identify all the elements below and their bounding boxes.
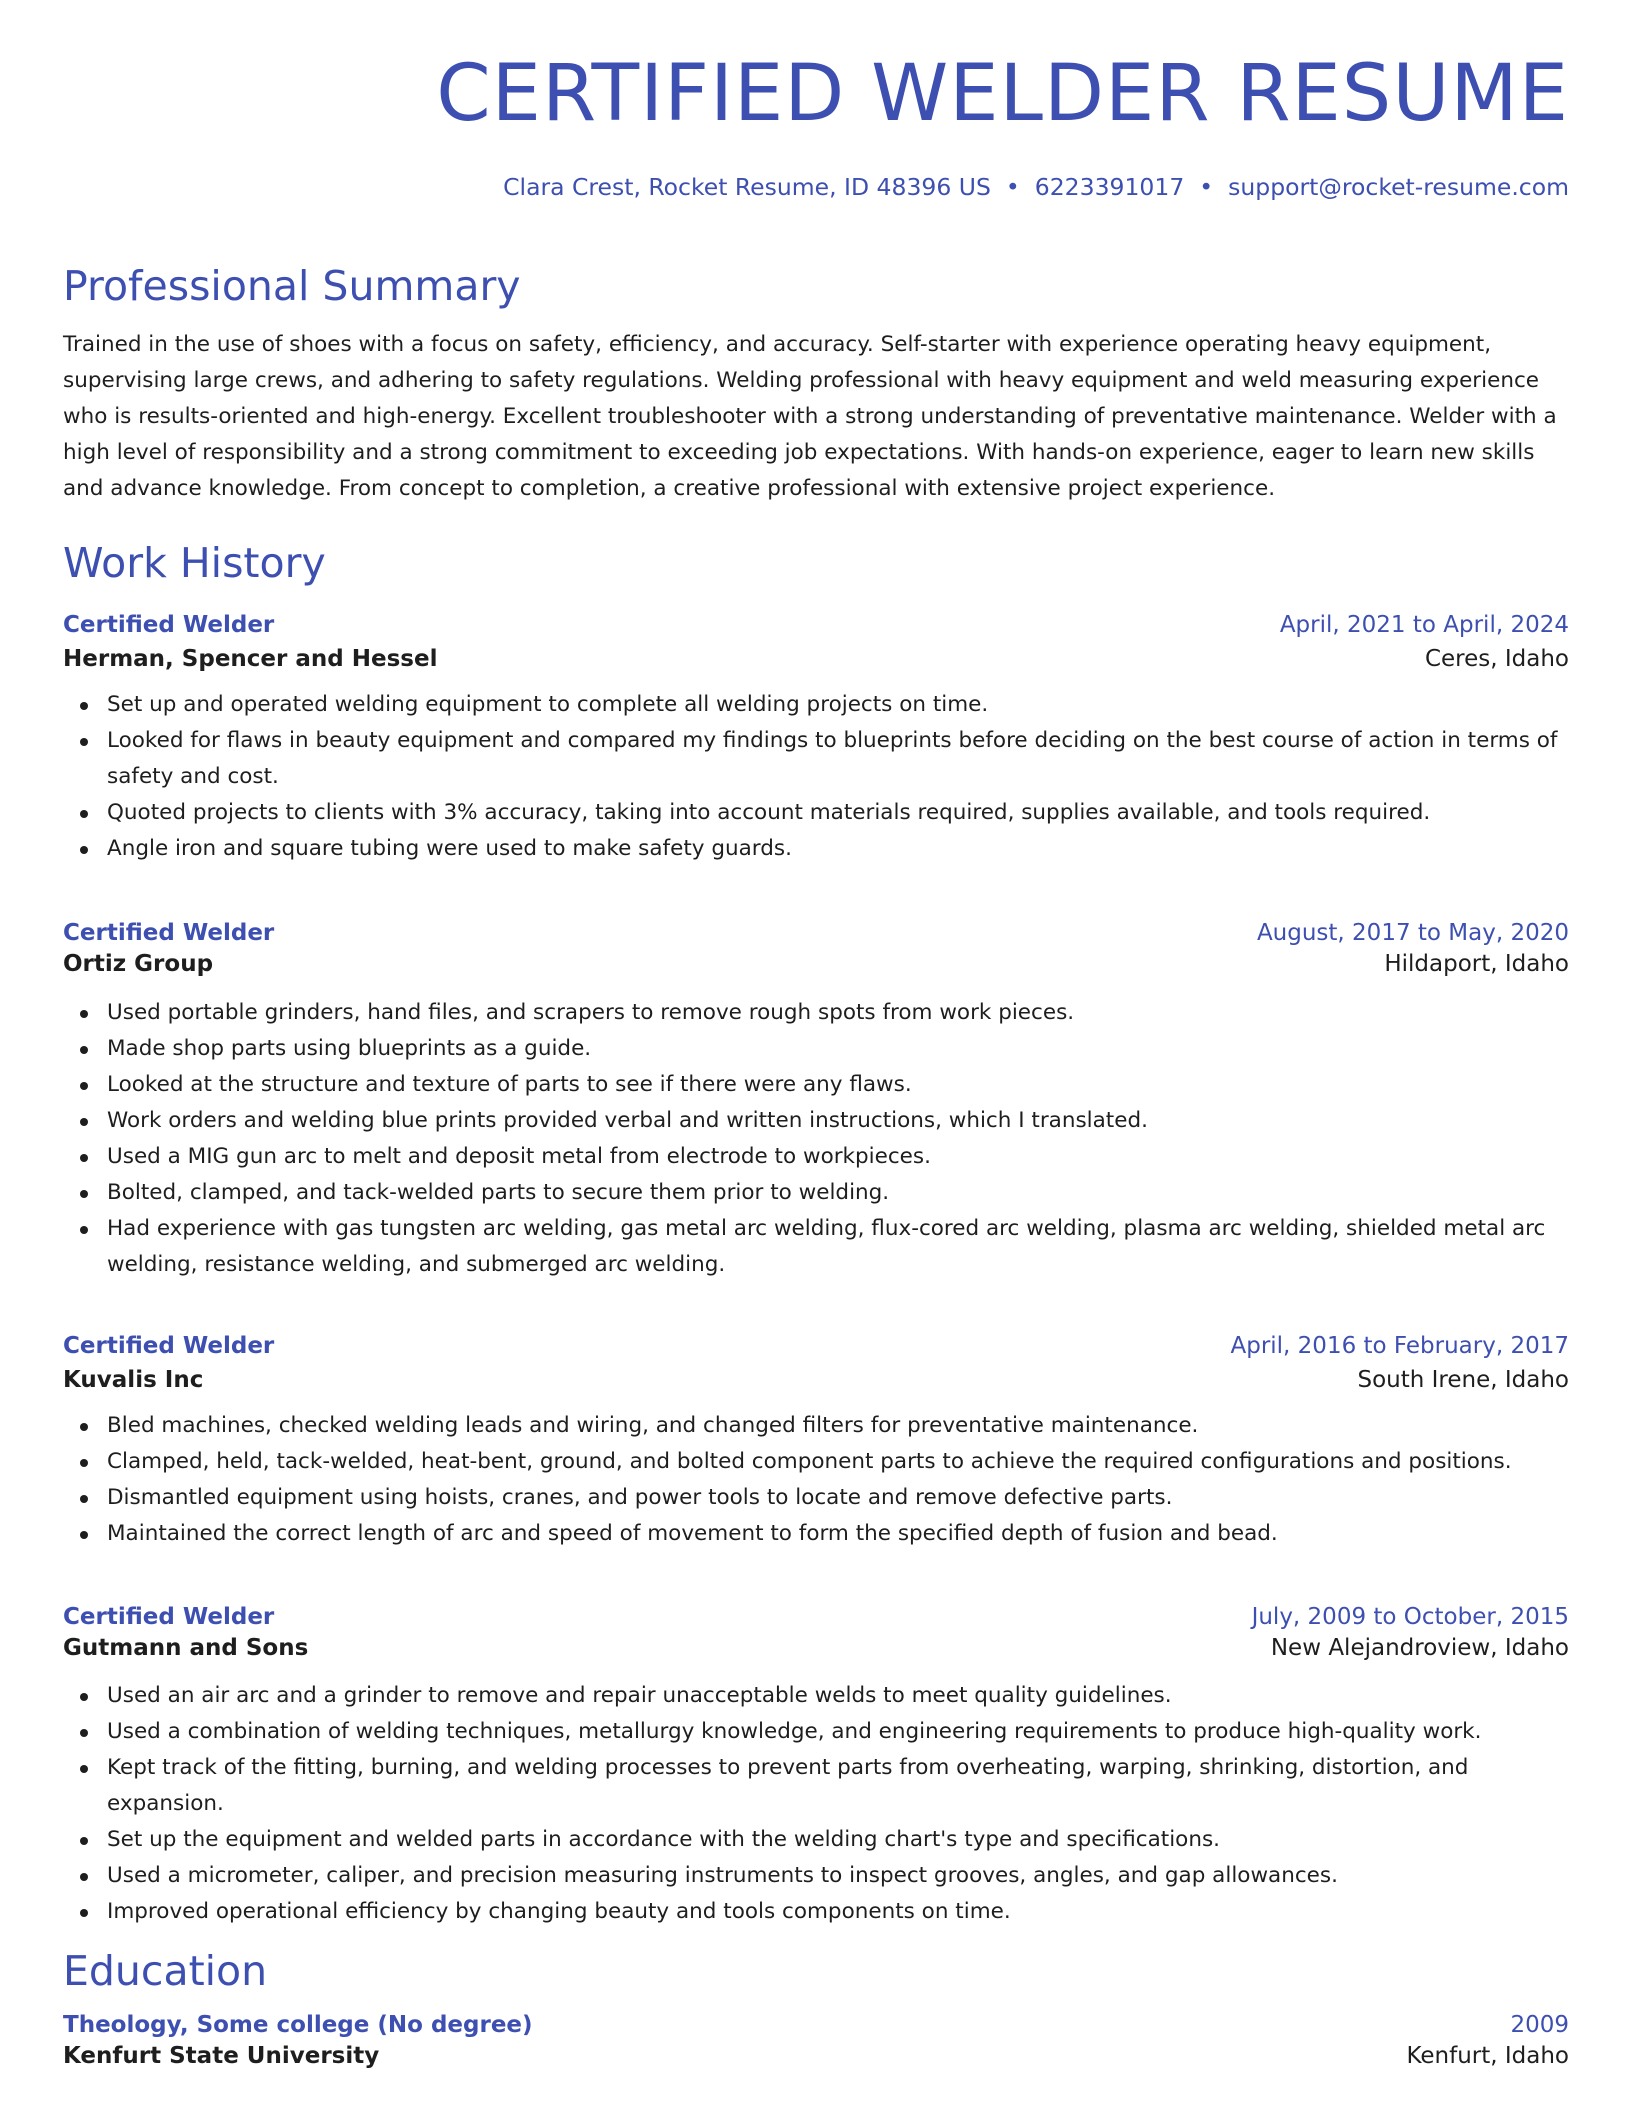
job-bullet: Made shop parts using blueprints as a guide.	[63, 1031, 1569, 1067]
education-section	[63, 1947, 1569, 2069]
job-location: South Irene, Idaho	[1357, 1367, 1569, 1393]
job-bullet: Used a MIG gun arc to melt and deposit metal from electrode to workpieces.	[63, 1139, 1569, 1175]
job-dates: April, 2016 to February, 2017	[1230, 1333, 1569, 1359]
job-dates: April, 2021 to April, 2024	[1279, 612, 1569, 638]
job-bullet: Set up the equipment and welded parts in accordance with the welding chart's type and specifications.	[63, 1822, 1569, 1858]
education-school: Kenfurt State University	[63, 2043, 380, 2070]
summary-section	[63, 262, 1569, 507]
contact-phone: 6223391017	[1034, 172, 1185, 201]
job-bullet: Angle iron and square tubing were used to make safety guards.	[63, 831, 1569, 867]
job-role: Certified Welder	[63, 1333, 275, 1359]
job-bullet: Bolted, clamped, and tack-welded parts to secure them prior to welding.	[63, 1175, 1569, 1211]
contact-address: Clara Crest, Rocket Resume, ID 48396 US	[503, 172, 991, 201]
contact-email[interactable]: support@rocket-resume.com	[1228, 172, 1569, 201]
job-bullets	[63, 687, 1569, 867]
job-location: New Alejandroview, Idaho	[1270, 1635, 1569, 1661]
job-role: Certified Welder	[63, 1604, 275, 1630]
job-employer: Herman, Spencer and Hessel	[63, 646, 438, 672]
contact-separator: •	[1005, 172, 1020, 201]
job-employer-row	[63, 646, 1569, 672]
work-history-heading: Work History	[63, 539, 326, 587]
job-bullet: Maintained the correct length of arc and speed of movement to form the specified depth of fusion and bead.	[63, 1516, 1569, 1552]
job-location: Ceres, Idaho	[1424, 646, 1569, 672]
job-bullet: Looked at the structure and texture of parts to see if there were any flaws.	[63, 1067, 1569, 1103]
summary-text: Trained in the use of shoes with a focus on safety, efficiency, and accuracy. Self-starter with experience operating heavy equipment, supervising large crews, and adhering to safety regulations. Welding professional with heavy equipment and weld measuring experience who is results-oriented and high-energy. Excellent troubleshooter with a strong understanding of preventative maintenance. Welder with a high level of responsibility and a strong commitment to exceeding job expectations. With hands-on experience, eager to learn new skills and advance knowledge. From concept to completion, a creative professional with extensive project experience.	[63, 332, 1557, 502]
job-entry	[63, 1604, 1569, 1930]
education-year: 2009	[1510, 2012, 1569, 2039]
education-location: Kenfurt, Idaho	[1406, 2043, 1569, 2070]
job-bullet: Kept track of the fitting, burning, and welding processes to prevent parts from overheating, warping, shrinking, distortion, and expansion.	[63, 1750, 1569, 1822]
job-bullets	[63, 1408, 1569, 1552]
job-location: Hildaport, Idaho	[1384, 951, 1569, 977]
job-bullet: Used a micrometer, caliper, and precision measuring instruments to inspect grooves, angles, and gap allowances.	[63, 1858, 1569, 1894]
job-header	[63, 1333, 1569, 1359]
education-heading: Education	[63, 1947, 268, 1995]
job-header	[63, 612, 1569, 638]
job-bullet: Used portable grinders, hand files, and scrapers to remove rough spots from work pieces.	[63, 995, 1569, 1031]
job-bullet: Clamped, held, tack-welded, heat-bent, ground, and bolted component parts to achieve the required configurations and positions.	[63, 1444, 1569, 1480]
job-bullet: Improved operational efficiency by changing beauty and tools components on time.	[63, 1894, 1569, 1930]
job-header	[63, 920, 1569, 946]
job-dates: July, 2009 to October, 2015	[1251, 1604, 1569, 1630]
job-bullet: Dismantled equipment using hoists, cranes, and power tools to locate and remove defective parts.	[63, 1480, 1569, 1516]
job-role: Certified Welder	[63, 612, 275, 638]
job-dates: August, 2017 to May, 2020	[1256, 920, 1569, 946]
job-role: Certified Welder	[63, 920, 275, 946]
job-bullet: Set up and operated welding equipment to complete all welding projects on time.	[63, 687, 1569, 723]
job-header	[63, 1604, 1569, 1630]
contact-separator: •	[1199, 172, 1214, 201]
job-employer: Gutmann and Sons	[63, 1635, 309, 1661]
job-bullet: Bled machines, checked welding leads and wiring, and changed filters for preventative maintenance.	[63, 1408, 1569, 1444]
job-bullet: Looked for flaws in beauty equipment and compared my findings to blueprints before deciding on the best course of action in terms of safety and cost.	[63, 723, 1569, 795]
job-employer-row	[63, 951, 1569, 977]
job-entry	[63, 1333, 1569, 1552]
resume-title: CERTIFIED WELDER RESUME	[436, 49, 1569, 139]
job-bullet: Work orders and welding blue prints provided verbal and written instructions, which I translated.	[63, 1103, 1569, 1139]
education-header	[63, 2012, 1569, 2038]
work-history-section	[63, 539, 1569, 588]
job-bullets	[63, 995, 1569, 1283]
job-bullets	[63, 1678, 1569, 1930]
education-school-row	[63, 2043, 1569, 2069]
job-entry	[63, 920, 1569, 1283]
job-bullet: Had experience with gas tungsten arc welding, gas metal arc welding, flux-cored arc welding, plasma arc welding, shielded metal arc welding, resistance welding, and submerged arc welding.	[63, 1211, 1569, 1283]
summary-heading: Professional Summary	[63, 262, 521, 310]
education-degree: Theology, Some college (No degree)	[63, 2012, 533, 2039]
contact-line	[63, 172, 1569, 201]
job-employer: Kuvalis Inc	[63, 1367, 204, 1393]
job-bullet: Quoted projects to clients with 3% accuracy, taking into account materials required, supplies available, and tools required.	[63, 795, 1569, 831]
job-bullet: Used an air arc and a grinder to remove and repair unacceptable welds to meet quality guidelines.	[63, 1678, 1569, 1714]
job-employer-row	[63, 1367, 1569, 1393]
job-employer-row	[63, 1635, 1569, 1661]
job-employer: Ortiz Group	[63, 951, 214, 977]
job-entry	[63, 612, 1569, 867]
job-bullet: Used a combination of welding techniques, metallurgy knowledge, and engineering requirements to produce high-quality work.	[63, 1714, 1569, 1750]
